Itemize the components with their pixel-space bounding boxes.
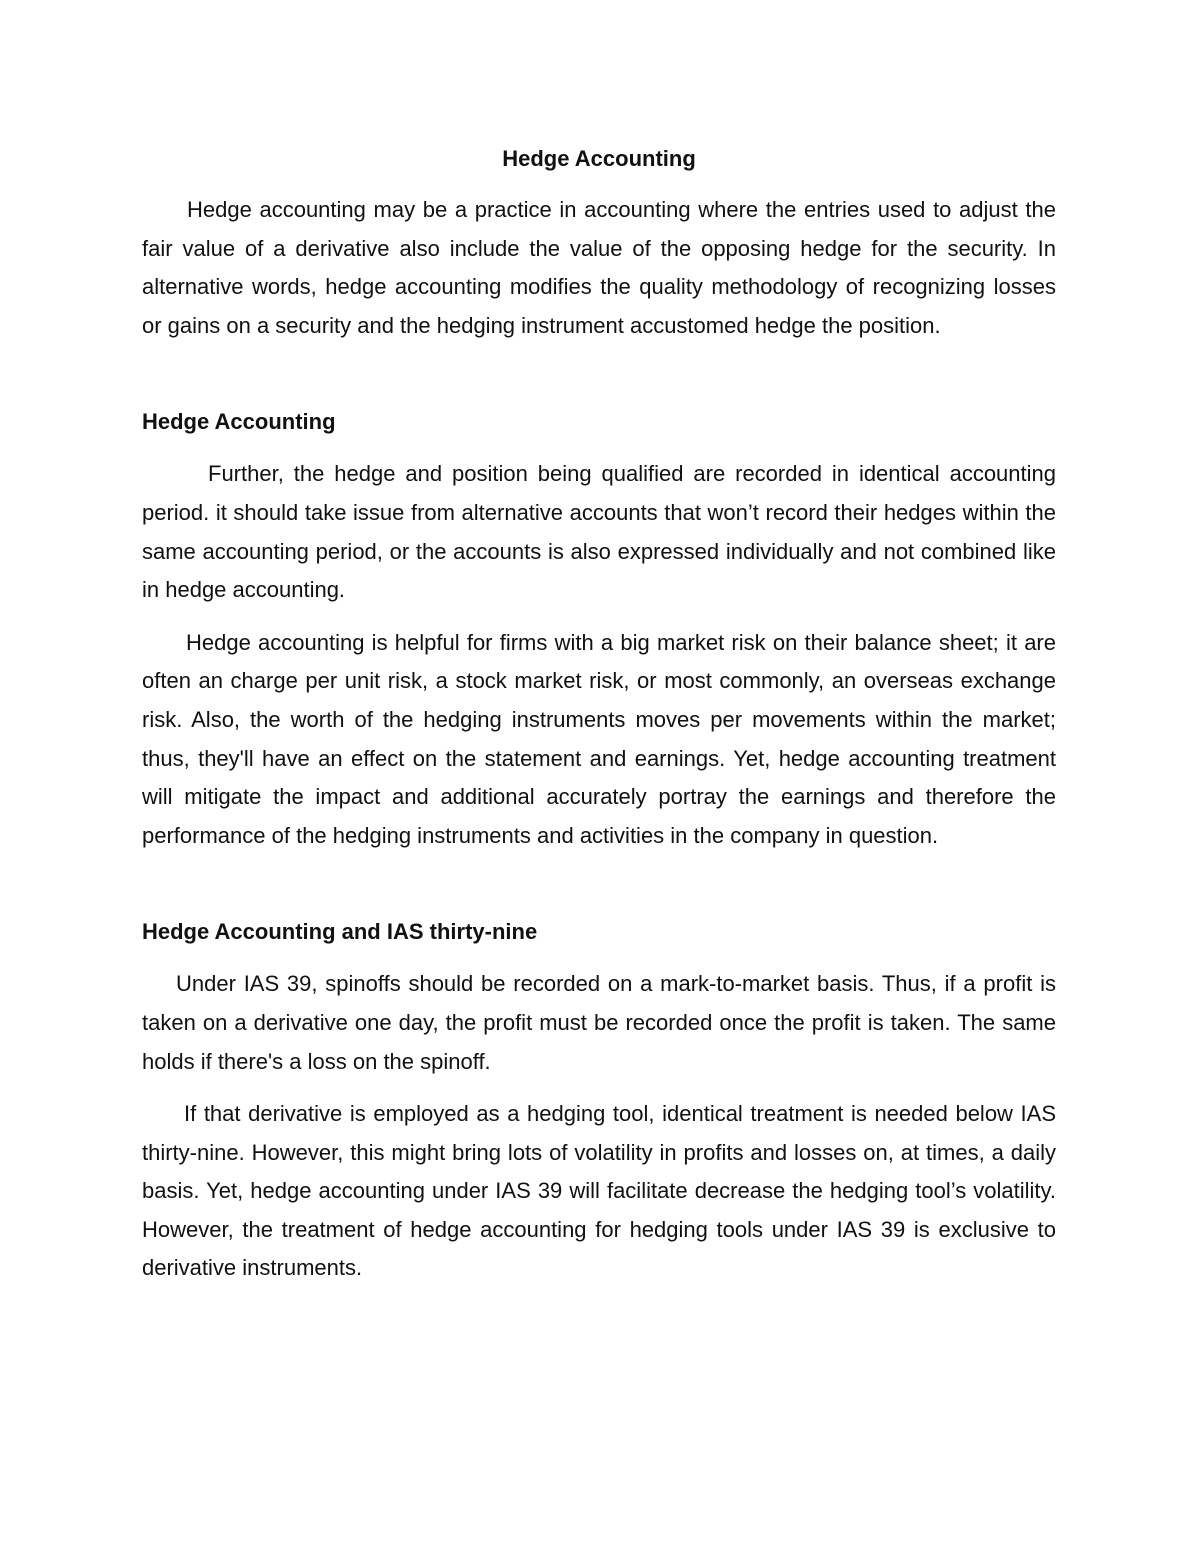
spacer [142, 951, 1056, 965]
section2-paragraph-1: Under IAS 39, spinoffs should be recorded on a mark-to-market basis. Thus, if a profit is taken on a derivative one day, the profit must be recorded once the profit is taken. The same holds if there's a loss on the spinoff. [142, 971, 1056, 1074]
spacer [142, 345, 1056, 403]
section-heading-hedge-accounting: Hedge Accounting [142, 409, 336, 435]
spacer [142, 1081, 1056, 1095]
spacer [142, 610, 1056, 624]
intro-paragraph: Hedge accounting may be a practice in accounting where the entries used to adjust the fair value of a derivative also include the value of the opposing hedge for the security. In alternative words, hedge accounting modifies the quality methodology of recognizing losses or gains on a security and the hedging instrument accustomed hedge the position. [142, 197, 1056, 338]
section-heading-ias-39: Hedge Accounting and IAS thirty-nine [142, 919, 538, 945]
spacer [142, 855, 1056, 913]
section2-paragraph-2: If that derivative is employed as a hedging tool, identical treatment is needed below IAS thirty-nine. However, this might bring lots of volatility in profits and losses on, at times, a daily basis. Yet, hedge accounting under IAS 39 will facilitate decrease the hedging tool’s volatility. However, the treatment of hedge accounting for hedging tools under IAS 39 is exclusive to derivative instruments. [142, 1101, 1056, 1281]
spacer [142, 441, 1056, 455]
document-title: Hedge Accounting [502, 146, 696, 171]
section1-paragraph-2: Hedge accounting is helpful for firms with a big market risk on their balance sheet; it are often an charge per unit risk, a stock market risk, or most commonly, an overseas exchange risk. Also, the worth of the hedging instruments moves per movements within the market; thus, they'll have an effect on the statement and earnings. Yet, hedge accounting treatment will mitigate the impact and additional accurately portray the earnings and therefore the performance of the hedging instruments and activities in the company in question. [142, 629, 1056, 848]
document-page [142, 140, 1056, 1288]
section1-paragraph-1: Further, the hedge and position being qualified are recorded in identical accounting period. it should take issue from alternative accounts that won’t record their hedges within the same accounting period, or the accounts is also expressed individually and not combined like in hedge accounting. [142, 461, 1056, 603]
